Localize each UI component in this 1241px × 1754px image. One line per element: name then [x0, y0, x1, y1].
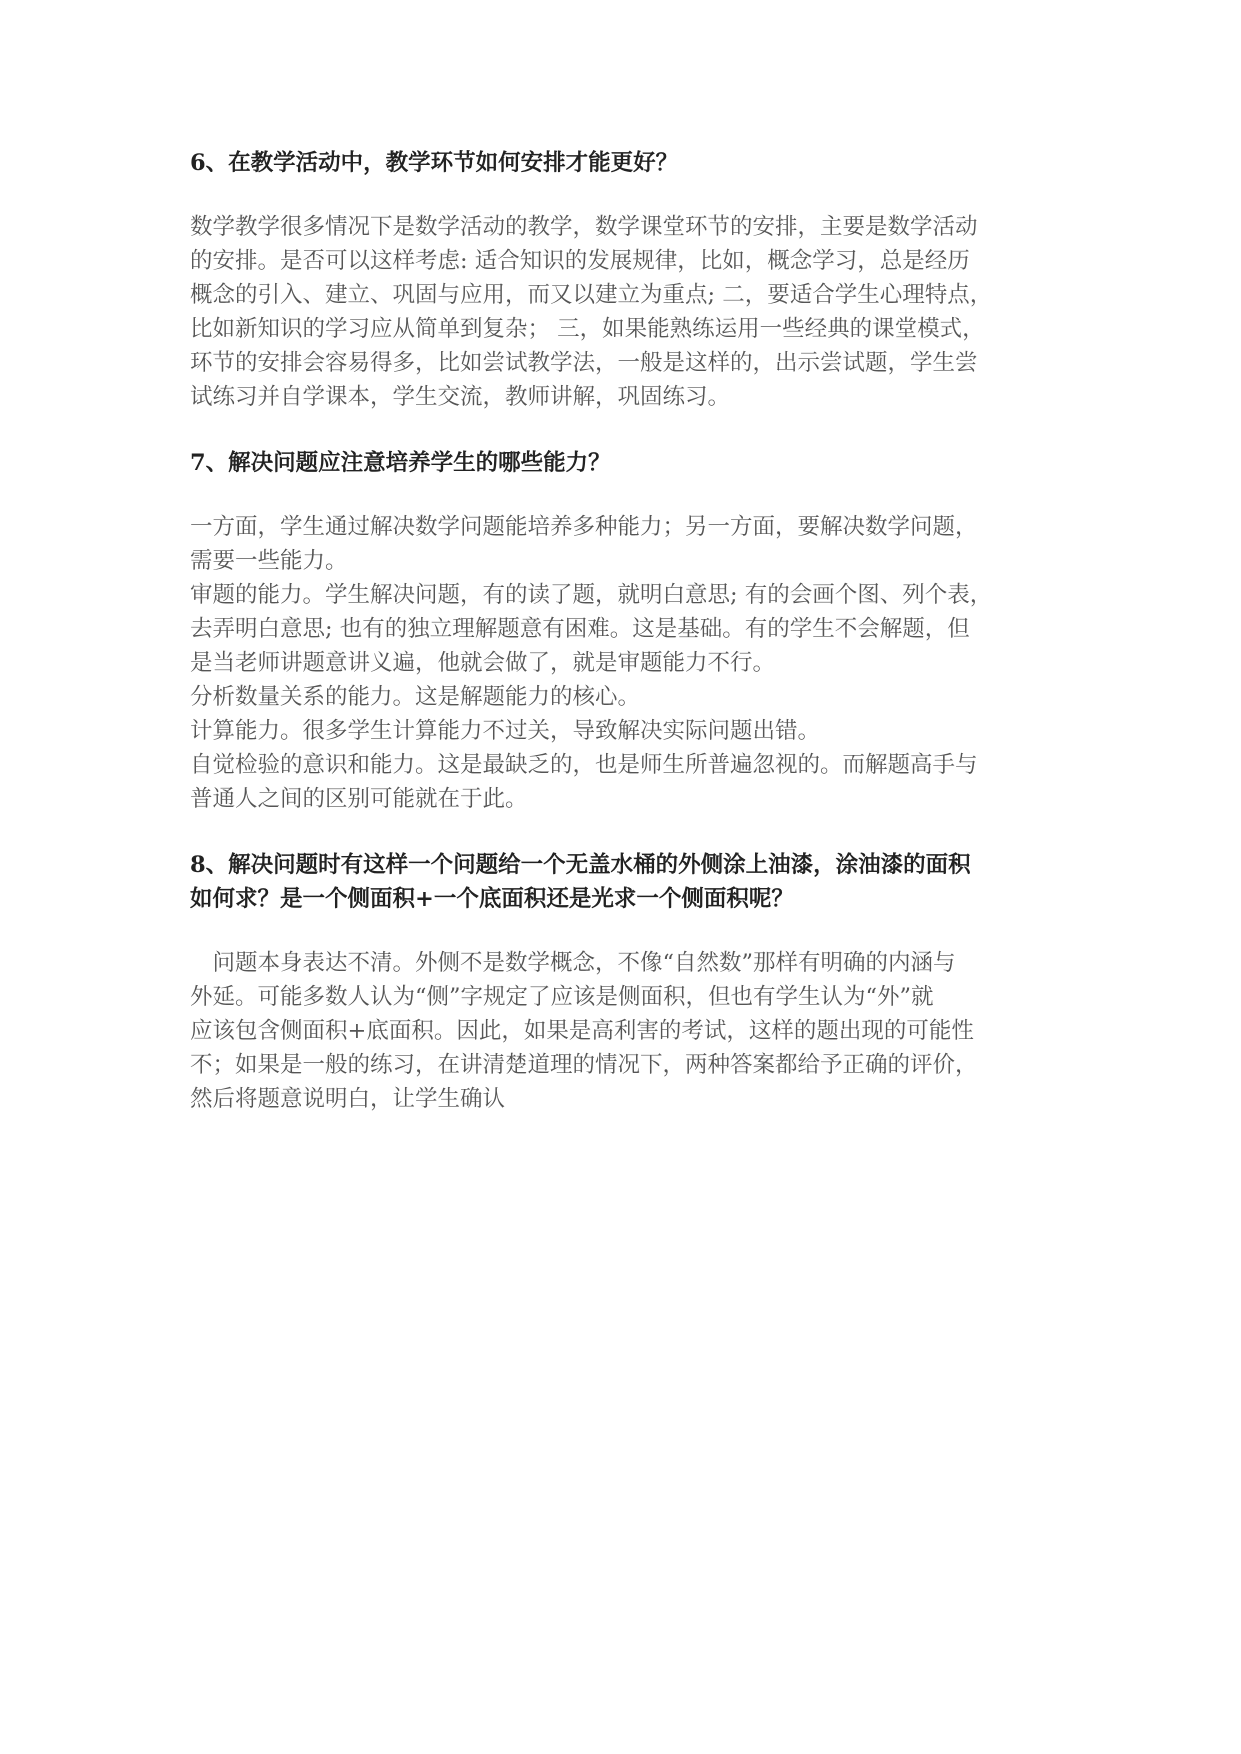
section-paragraph: [190, 510, 1058, 816]
section-8: [190, 848, 1058, 1116]
section-heading: [190, 146, 1058, 180]
paragraph-line: 应该包含侧面积+底面积。因此，如果是高利害的考试，这样的题出现的可能性: [190, 1018, 974, 1044]
paragraph-line: 数学教学很多情况下是数学活动的教学，数学课堂环节的安排，主要是数学活动: [190, 214, 978, 240]
paragraph-line: 自觉检验的意识和能力。这是最缺乏的，也是师生所普遍忽视的。而解题高手与: [190, 752, 978, 778]
paragraph-line: 不；如果是一般的练习，在讲清楚道理的情况下，两种答案都给予正确的评价，: [190, 1052, 978, 1078]
paragraph-line: 的安排。是否可以这样考虑: 适合知识的发展规律，比如，概念学习，总是经历: [190, 248, 970, 274]
paragraph-line: 是当老师讲题意讲义遍，他就会做了，就是审题能力不行。: [190, 650, 776, 676]
paragraph-line: 试练习并自学课本，学生交流，教师讲解，巩固练习。: [190, 384, 731, 410]
paragraph-line: 一方面，学生通过解决数学问题能培养多种能力；另一方面，要解决数学问题，: [190, 514, 978, 540]
paragraph-line: 比如新知识的学习应从简单到复杂； 三，如果能熟练运用一些经典的课堂模式，: [190, 316, 985, 342]
heading-line: 如何求？是一个侧面积+一个底面积还是光求一个侧面积呢？: [190, 886, 794, 912]
paragraph-line: 审题的能力。学生解决问题，有的读了题，就明白意思; 有的会画个图、列个表，: [190, 582, 993, 608]
heading-line: 6、在教学活动中，教学环节如何安排才能更好？: [190, 150, 679, 176]
section-paragraph: [190, 946, 1058, 1116]
paragraph-line: 外延。可能多数人认为“侧”字规定了应该是侧面积，但也有学生认为“外”就: [190, 984, 934, 1010]
heading-line: 7、解决问题应注意培养学生的哪些能力？: [190, 450, 611, 476]
section-paragraph: [190, 210, 1058, 414]
paragraph-line: 需要一些能力。: [190, 548, 348, 574]
paragraph-line: 然后将题意说明白，让学生确认: [190, 1086, 506, 1112]
section-7: [190, 446, 1058, 816]
section-heading: [190, 848, 1058, 916]
paragraph-line: 分析数量关系的能力。这是解题能力的核心。: [190, 684, 641, 710]
heading-line: 8、解决问题时有这样一个问题给一个无盖水桶的外侧涂上油漆，涂油漆的面积: [190, 852, 971, 878]
document-content: [190, 146, 1058, 1116]
paragraph-line: 环节的安排会容易得多，比如尝试教学法，一般是这样的，出示尝试题，学生尝: [190, 350, 978, 376]
paragraph-line: 问题本身表达不清。外侧不是数学概念，不像“自然数”那样有明确的内涵与: [190, 950, 956, 976]
paragraph-line: 计算能力。很多学生计算能力不过关，导致解决实际问题出错。: [190, 718, 821, 744]
paragraph-line: 普通人之间的区别可能就在于此。: [190, 786, 528, 812]
paragraph-line: 概念的引入、建立、巩固与应用，而又以建立为重点; 二，要适合学生心理特点，: [190, 282, 993, 308]
section-heading: [190, 446, 1058, 480]
paragraph-line: 去弄明白意思; 也有的独立理解题意有困难。这是基础。有的学生不会解题，但: [190, 616, 970, 642]
section-6: [190, 146, 1058, 414]
